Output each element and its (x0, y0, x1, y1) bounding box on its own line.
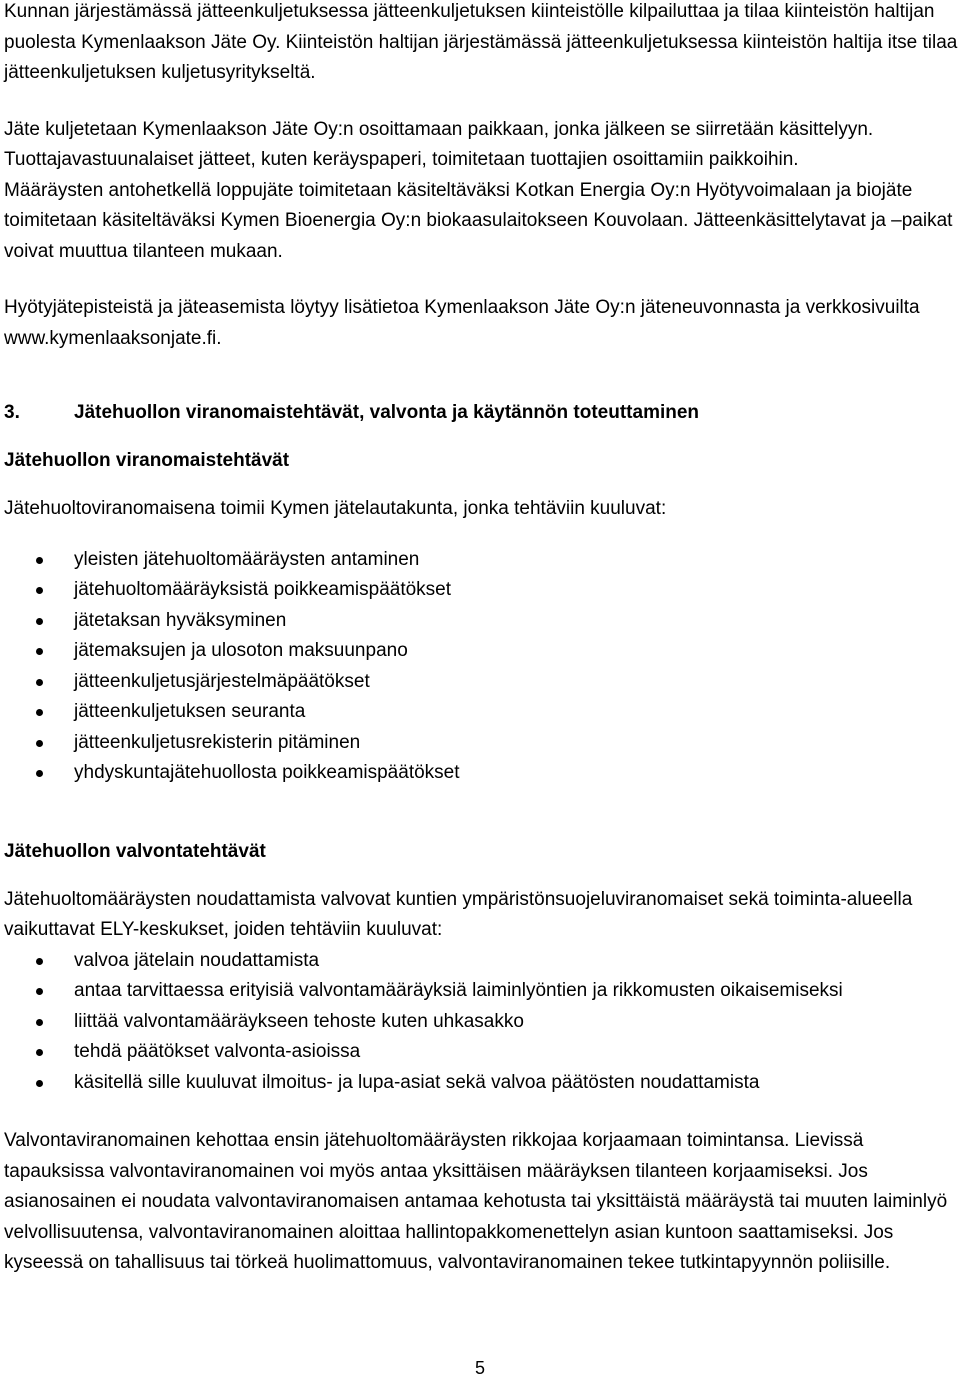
list-item (4, 1037, 958, 1068)
list-item (4, 1007, 958, 1038)
bullet-icon (36, 958, 43, 965)
list-item (4, 728, 958, 759)
list-item (4, 545, 958, 576)
supervision-closing: Valvontaviranomainen kehottaa ensin jätehuoltomääräysten rikkojaa korjaamaan toimintansa. Lievissä tapauksissa valvontaviranomainen voi myös antaa yksittäisen määräyksen tilanteen korjaamiseksi. Jos asianosainen ei noudata valvontaviranomaisen antamaa kehotusta tai yksittäistä määräystä tai muuten laiminlyö velvollisuutensa, valvontaviranomainen aloittaa hallintopakkomenettelyn asian kuntoon saattamiseksi. Jos kyseessä on tahallisuus tai törkeä huolimattomuus, valvontaviranomainen tekee tutkintapyynnön poliisille. (4, 1130, 948, 1273)
list-item-text: jätetaksan hyväksyminen (74, 609, 287, 631)
list-item-text: yleisten jätehuoltomääräysten antaminen (74, 548, 420, 570)
list-item-text: liittää valvontamääräykseen tehoste kuten uhkasakko (74, 1010, 524, 1032)
list-item (4, 946, 958, 977)
bullet-icon (36, 770, 43, 777)
intro-paragraph-3: Määräysten antohetkellä loppujäte toimitetaan käsiteltäväksi Kotkan Energia Oy:n Hyötyvoimalaan ja biojäte toimitetaan käsiteltäväksi Kymen Bioenergia Oy:n biokaasulaitokseen Kouvolaan. Jätteenkäsittelytavat ja –paikat voivat muuttua tilanteen mukaan. (4, 179, 953, 262)
list-item (4, 575, 958, 606)
intro-paragraph-4: Hyötyjätepisteistä ja jäteasemista löytyy lisätietoa Kymenlaakson Jäte Oy:n jäteneuvonnasta ja verkkosivuilta www.kymenlaaksonjate.fi. (4, 297, 920, 349)
intro-paragraph-2: Jäte kuljetetaan Kymenlaakson Jäte Oy:n osoittamaan paikkaan, jonka jälkeen se siirretään käsittelyyn. Tuottajavastuunalaiset jätteet, kuten keräyspaperi, toimitetaan tuottajien osoittamiin paikkoihin. (4, 118, 874, 170)
list-item-text: jätemaksujen ja ulosoton maksuunpano (74, 640, 408, 661)
list-item-text: jätehuoltomääräyksistä poikkeamispäätökset (74, 579, 452, 600)
authority-intro: Jätehuoltoviranomaisena toimii Kymen jätelautakunta, jonka tehtäviin kuuluvat: (4, 498, 667, 519)
list-item-text: käsitellä sille kuuluvat ilmoitus- ja lupa-asiat sekä valvoa päätösten noudattamista (74, 1071, 760, 1093)
intro-paragraph-1: Kunnan järjestämässä jätteenkuljetuksessa jätteenkuljetuksen kiinteistölle kilpailuttaa ja tilaa kiinteistön haltijan puolesta Kymenlaakson Jäte Oy. Kiinteistön haltijan järjestämässä jätteenkuljetuksessa kiinteistön haltija itse tilaa jätteenkuljetuksen kuljetusyritykseltä. (4, 1, 958, 83)
page-number: 5 (474, 1358, 485, 1378)
bullet-icon (36, 1080, 43, 1087)
list-item-text: jätteenkuljetuksen seuranta (74, 701, 306, 722)
list-item-text: jätteenkuljetusrekisterin pitäminen (74, 731, 361, 753)
bullet-icon (36, 740, 43, 747)
section-number: 3. (4, 402, 20, 423)
bullet-icon (36, 587, 43, 594)
section-heading (4, 398, 958, 428)
list-item-text: yhdyskuntajätehuollosta poikkeamispäätökset (74, 762, 460, 783)
authority-task-list (4, 545, 958, 789)
list-item (4, 758, 958, 789)
list-item (4, 1068, 958, 1099)
list-item-text: tehdä päätökset valvonta-asioissa (74, 1041, 361, 1062)
bullet-icon (36, 988, 43, 995)
bullet-icon (36, 557, 43, 564)
supervision-task-list (4, 946, 958, 1099)
list-item (4, 636, 958, 667)
subsection-heading-authority: Jätehuollon viranomaistehtävät (4, 450, 290, 471)
bullet-icon (36, 679, 43, 686)
section-title: Jätehuollon viranomaistehtävät, valvonta ja käytännön toteuttaminen (74, 402, 700, 423)
bullet-icon (36, 1019, 43, 1026)
subsection-heading-supervision: Jätehuollon valvontatehtävät (4, 840, 266, 862)
list-item (4, 976, 958, 1007)
list-item (4, 667, 958, 698)
document-page (4, 0, 958, 1279)
list-item-text: valvoa jätelain noudattamista (74, 949, 320, 971)
bullet-icon (36, 648, 43, 655)
bullet-icon (36, 618, 43, 625)
list-item-text: jätteenkuljetusjärjestelmäpäätökset (74, 670, 370, 692)
list-item (4, 697, 958, 728)
bullet-icon (36, 1049, 43, 1056)
supervision-intro: Jätehuoltomääräysten noudattamista valvovat kuntien ympäristönsuojeluviranomaiset sekä toiminta-alueella vaikuttavat ELY-keskukset, joiden tehtäviin kuuluvat: (4, 888, 913, 940)
list-item-text: antaa tarvittaessa erityisiä valvontamääräyksiä laiminlyöntien ja rikkomusten oikaisemiseksi (74, 980, 843, 1001)
list-item (4, 606, 958, 637)
bullet-icon (36, 709, 43, 716)
